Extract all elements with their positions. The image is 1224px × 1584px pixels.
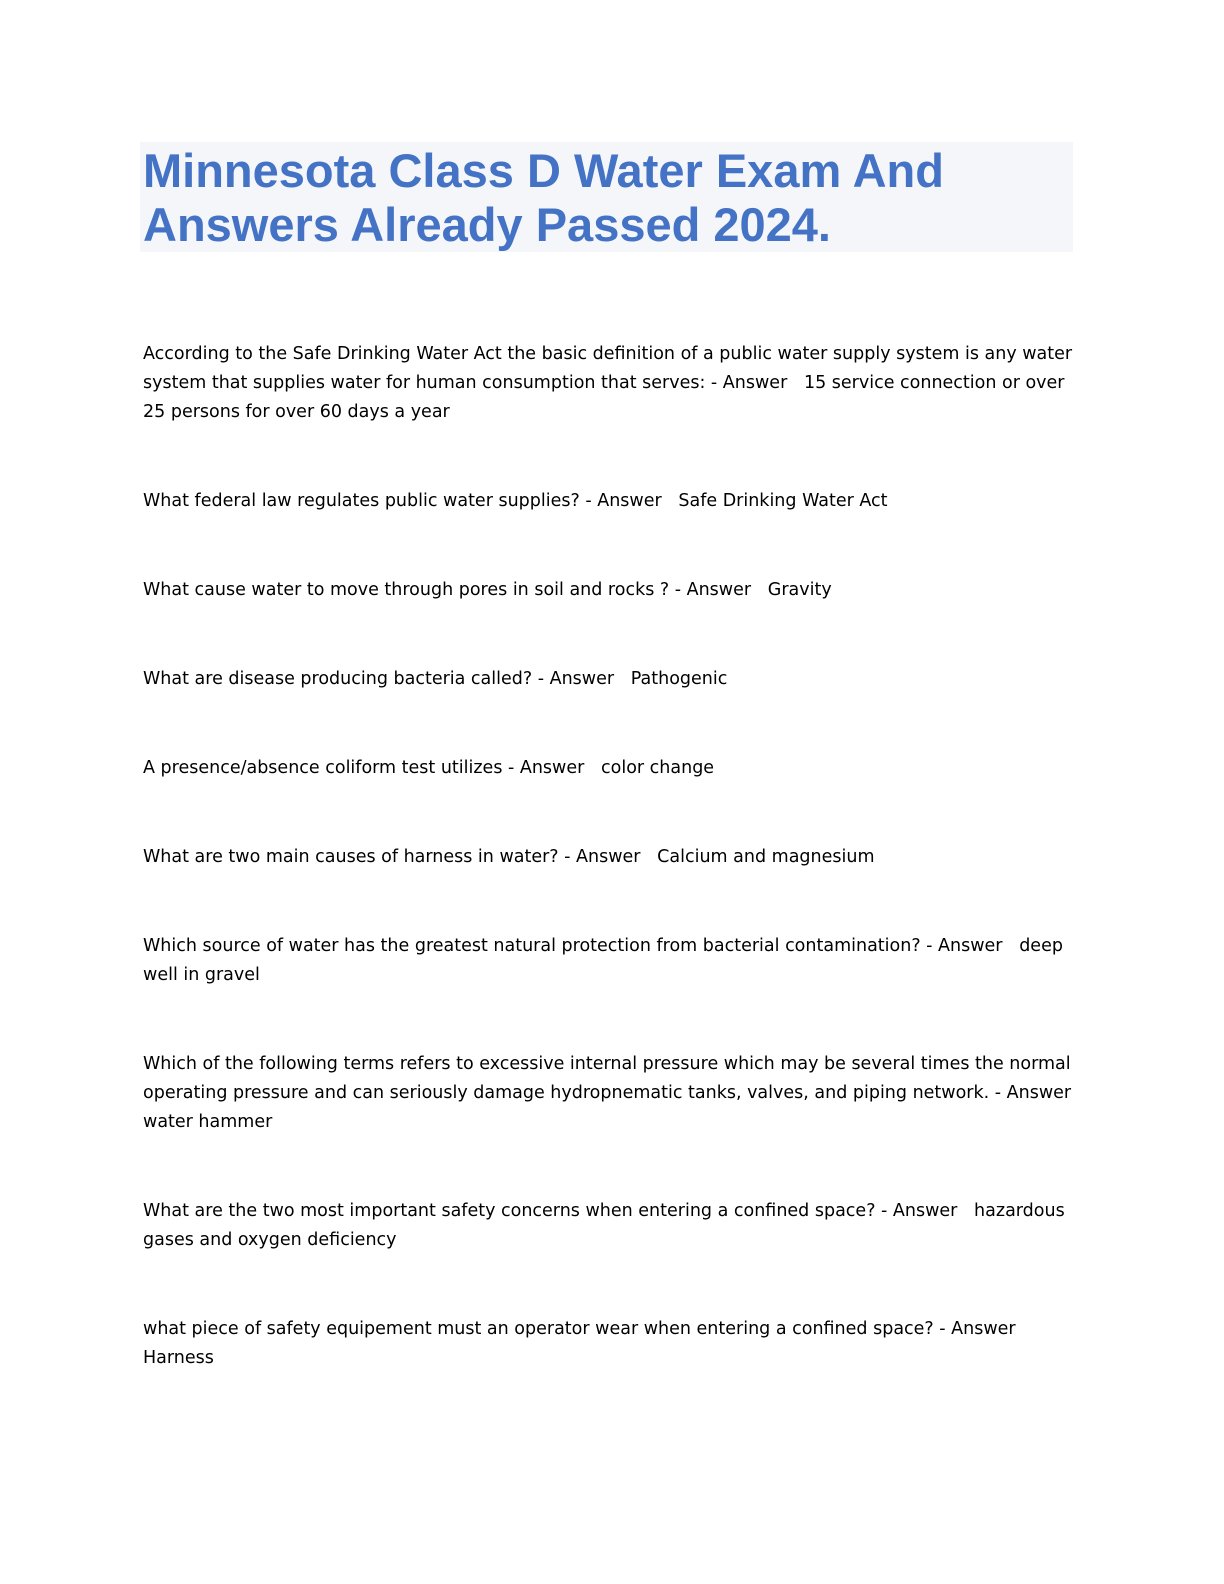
qa-item-6: What are two main causes of harness in water? - Answer Calcium and magnesium (143, 847, 875, 867)
qa-item-1: According to the Safe Drinking Water Act the basic definition of a public water supply system is any water system that supplies water for human consumption that serves: - Answer 15 service connection or over 25 persons for over 60 days a year (143, 344, 1078, 422)
document-title: Minnesota Class D Water Exam And Answers Already Passed 2024. (143, 144, 944, 251)
qa-item-5: A presence/absence coliform test utilizes - Answer color change (143, 758, 715, 778)
qa-item-9: What are the two most important safety concerns when entering a confined space? - Answer hazardous gases and oxygen deficiency (143, 1201, 1071, 1250)
question-answer-list (143, 340, 1088, 1373)
qa-item-3: What cause water to move through pores in soil and rocks ? - Answer Gravity (143, 580, 832, 600)
qa-item-4: What are disease producing bacteria called? - Answer Pathogenic (143, 669, 728, 689)
qa-item-10: what piece of safety equipement must an operator wear when entering a confined space? - Answer Harness (143, 1319, 1033, 1368)
qa-item-8: Which of the following terms refers to excessive internal pressure which may be several times the normal operating pressure and can seriously damage hydropnematic tanks, valves, and piping network. - Answer water hammer (143, 1054, 1088, 1132)
qa-item-7: Which source of water has the greatest natural protection from bacterial contamination? - Answer deep well in gravel (143, 936, 1069, 985)
qa-item-2: What federal law regulates public water supplies? - Answer Safe Drinking Water Act (143, 491, 888, 511)
